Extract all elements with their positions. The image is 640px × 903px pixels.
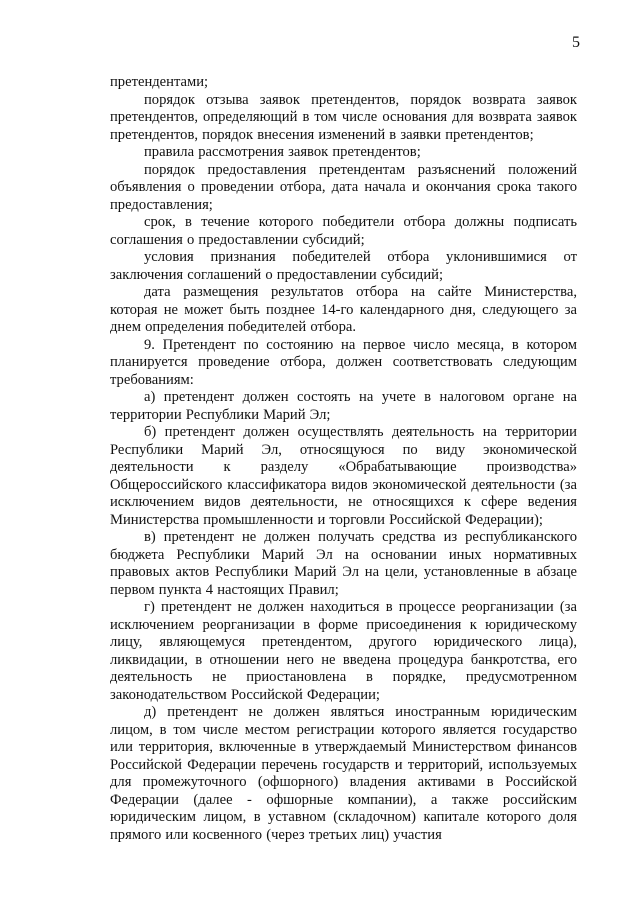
paragraph: в) претендент не должен получать средства из республиканского бюджета Республики Марий Эл на основании иных нормативных правовых актов Республики Марий Эл на цели, установленные в абзаце первом пункта 4 настоящих Правил;	[110, 529, 577, 598]
paragraph: 9. Претендент по состоянию на первое число месяца, в котором планируется проведение отбора, должен соответствовать следующим требованиям:	[110, 336, 577, 388]
paragraph: а) претендент должен состоять на учете в налоговом органе на территории Республики Марий Эл;	[110, 389, 577, 423]
paragraph: порядок предоставления претендентам разъяснений положений объявления о проведении отбора, дата начала и окончания срока такого предоставления;	[110, 161, 577, 213]
paragraph: д) претендент не должен являться иностранным юридическим лицом, в том числе местом регистрации которого является государство или территория, включенные в утверждаемый Министерством финансов Российской Федерации перечень государств и территорий, используемых для промежуточного (офшорного) владения активами в Российской Федерации (далее - офшорные компании), а также российским юридическим лицом, в уставном (складочном) капитале которого доля прямого или косвенного (через третьих лиц) участия	[110, 704, 577, 843]
paragraph: г) претендент не должен находиться в процессе реорганизации (за исключением реорганизации в форме присоединения к юридическому лицу, являющемуся претендентом, другого юридического лица), ликвидации, в отношении него не введена процедура банкротства, его деятельность не приостановлена в порядке, предусмотренном законодательством Российской Федерации;	[110, 599, 577, 703]
paragraph: претендентами;	[110, 74, 209, 90]
paragraph: правила рассмотрения заявок претендентов;	[144, 144, 421, 160]
page-number: 5	[572, 34, 580, 51]
document-body	[110, 74, 577, 844]
paragraph: дата размещения результатов отбора на сайте Министерства, которая не может быть позднее 14-го календарного дня, следующего за днем определения победителей отбора.	[110, 284, 577, 335]
paragraph: условия признания победителей отбора уклонившимися от заключения соглашений о предоставлении субсидий;	[110, 249, 577, 283]
paragraph: порядок отзыва заявок претендентов, порядок возврата заявок претендентов, определяющий в том числе основания для возврата заявок претендентов, порядок внесения изменений в заявки претендентов;	[110, 91, 577, 143]
paragraph: срок, в течение которого победители отбора должны подписать соглашения о предоставлении субсидий;	[110, 214, 577, 248]
paragraph: б) претендент должен осуществлять деятельность на территории Республики Марий Эл, относящуюся по виду экономической деятельности к разделу «Обрабатывающие производства» Общероссийского классификатора видов экономической деятельности (за исключением видов деятельности, не относящихся к сфере ведения Министерства промышленности и торговли Российской Федерации);	[110, 424, 577, 528]
